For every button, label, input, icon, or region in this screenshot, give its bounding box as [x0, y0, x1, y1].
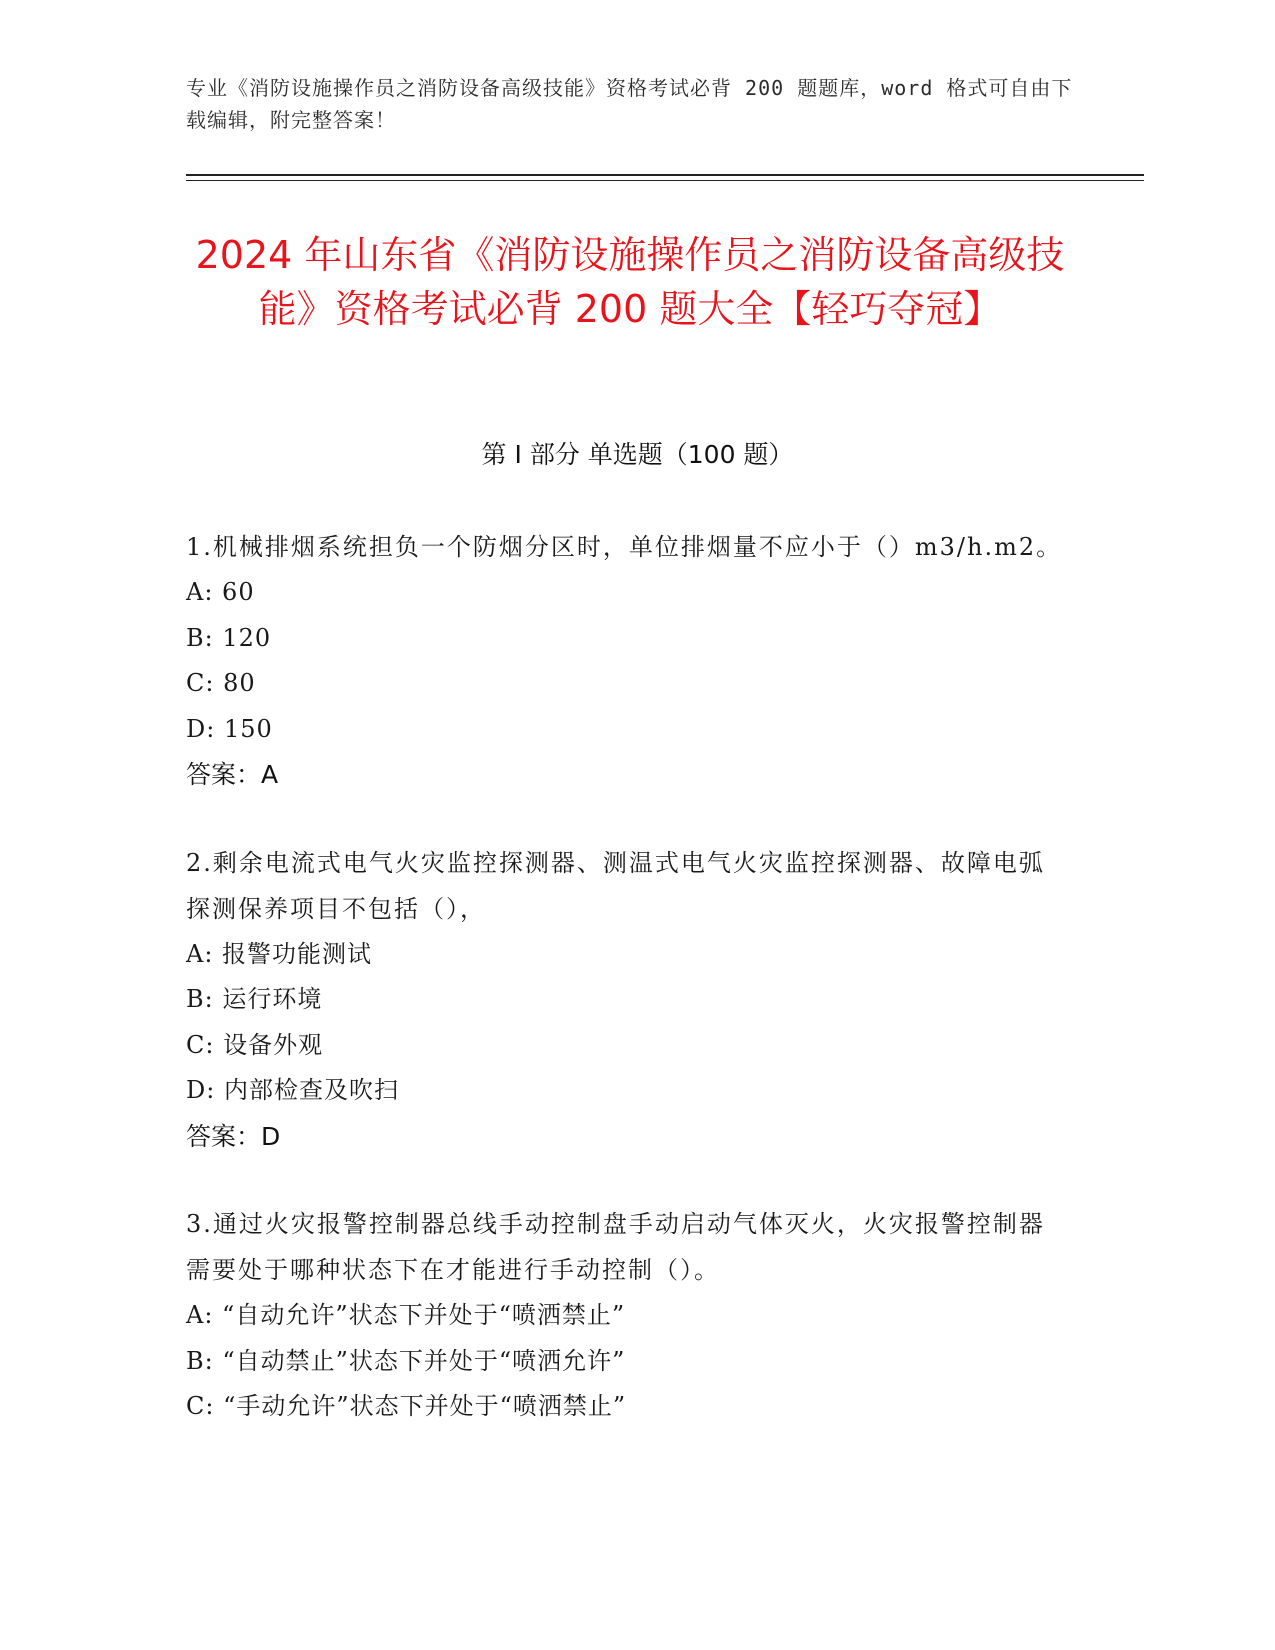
option-a: A: 报警功能测试: [186, 939, 373, 968]
option-a: A: “自动允许”状态下并处于“喷洒禁止”: [186, 1301, 626, 1329]
option-b: B: “自动禁止”状态下并处于“喷洒允许”: [186, 1346, 626, 1375]
header-note: 专业《消防设施操作员之消防设备高级技能》资格考试必背 200 题题库，word 格式可自由下载编辑，附完整答案！: [186, 76, 1073, 132]
document-title: 2024 年山东省《消防设施操作员之消防设备高级技能》资格考试必背 200 题大全【轻巧夺冠】: [195, 233, 1065, 331]
section-heading: 第 I 部分 单选题（100 题）: [481, 440, 794, 469]
option-c: C: 设备外观: [186, 1030, 324, 1059]
question-list: [186, 524, 1066, 1472]
question-stem: 2.剩余电流式电气火灾监控探测器、测温式电气火灾监控探测器、故障电弧探测保养项目不包括（），: [186, 848, 1045, 923]
question-2: [186, 840, 1066, 1160]
option-b: B: 120: [186, 623, 272, 652]
question-stem: 3.通过火灾报警控制器总线手动控制盘手动启动气体灭火，火灾报警控制器需要处于哪种状态下在才能进行手动控制（）。: [186, 1210, 1045, 1284]
option-d: D: 内部检查及吹扫: [186, 1076, 399, 1104]
question-3: [186, 1201, 1066, 1430]
option-c: C: “手动允许”状态下并处于“喷洒禁止”: [186, 1392, 627, 1420]
option-b: B: 运行环境: [186, 985, 323, 1013]
option-d: D: 150: [186, 714, 273, 743]
header-divider-thin: [186, 180, 1144, 181]
option-c: C: 80: [186, 669, 256, 697]
question-stem: 1.机械排烟系统担负一个防烟分区时，单位排烟量不应小于（）m3/h.m2。: [186, 533, 1063, 561]
option-a: A: 60: [186, 578, 255, 606]
answer: 答案：D: [186, 1121, 281, 1151]
question-1: [186, 524, 1066, 798]
answer: 答案：A: [186, 760, 279, 789]
header-divider: [186, 174, 1144, 176]
